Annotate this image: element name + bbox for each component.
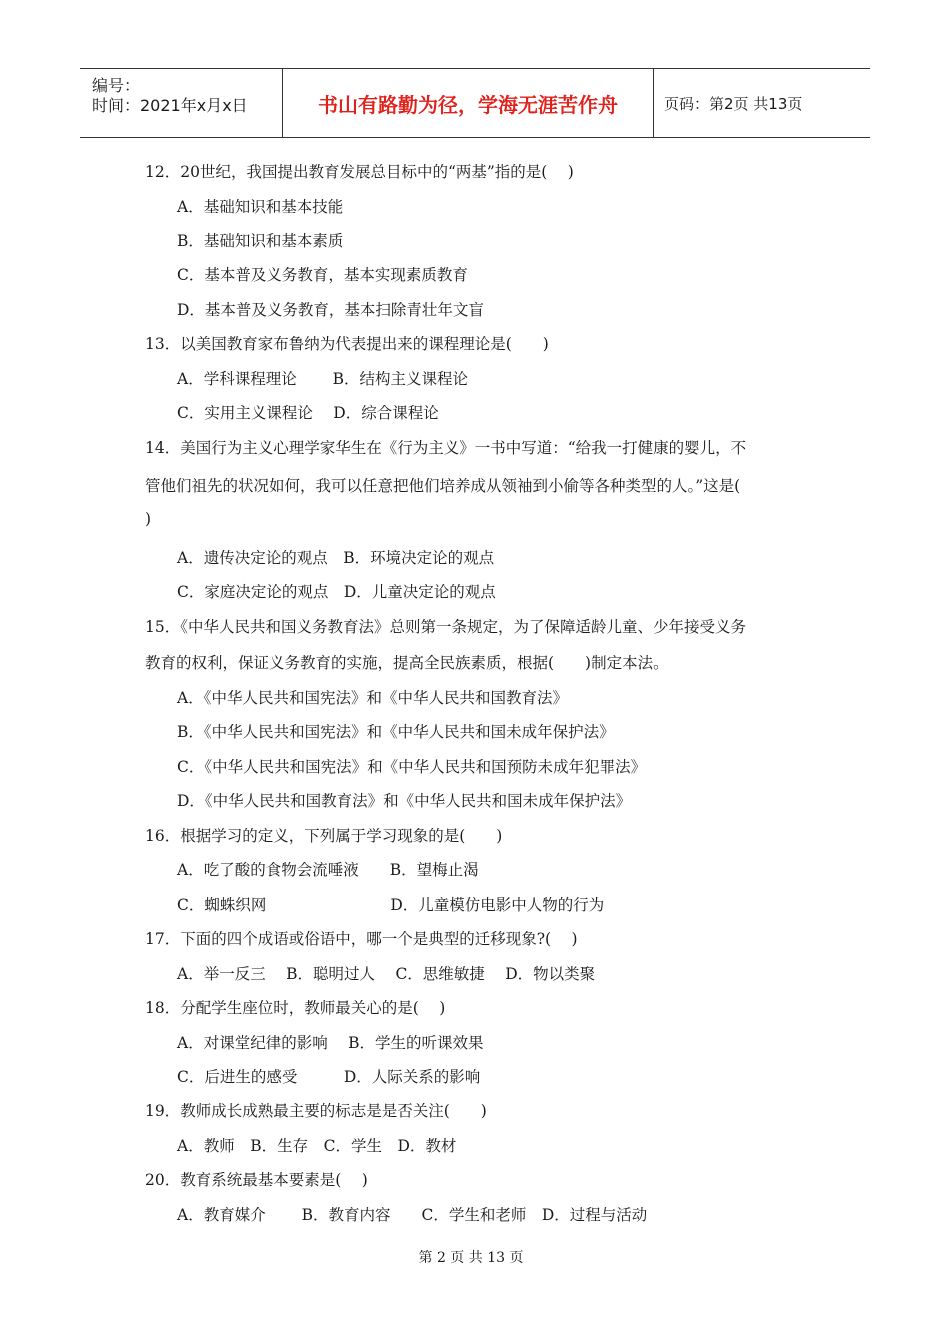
option-12b: B．基础知识和基本素质 — [177, 232, 344, 250]
motto-text: 书山有路勤为径，学海无涯苦作舟 — [283, 69, 654, 137]
question-15-line1: 15．《中华人民共和国义务教育法》总则第一条规定，为了保障适龄儿童、少年接受义务 — [145, 618, 746, 636]
question-14-line2: 管他们祖先的状况如何，我可以任意把他们培养成从领袖到小偷等各种类型的人。”这是( — [145, 477, 741, 495]
option-12c: C．基本普及义务教育，基本实现素质教育 — [177, 266, 468, 284]
header-info-cell — [80, 69, 283, 137]
page-footer: 第 2 页 共 13 页 — [418, 1250, 524, 1266]
option-12a: A．基础知识和基本技能 — [177, 198, 344, 216]
question-17: 17．下面的四个成语或俗语中，哪一个是典型的迁移现象?( ) — [145, 930, 578, 948]
option-15a: A．《中华人民共和国宪法》和《中华人民共和国教育法》 — [177, 689, 568, 707]
question-14-line3: ) — [145, 510, 152, 528]
option-15d: D．《中华人民共和国教育法》和《中华人民共和国未成年保护法》 — [177, 792, 632, 810]
number-label: 编号： — [92, 76, 141, 95]
question-14-line1: 14．美国行为主义心理学家华生在《行为主义》一书中写道：“给我一打健康的婴儿，不 — [145, 439, 747, 457]
options-19: A．教师 B．生存 C．学生 D．教材 — [177, 1137, 457, 1155]
options-18ab: A．对课堂纪律的影响 B．学生的听课效果 — [177, 1034, 484, 1052]
question-18: 18．分配学生座位时，教师最关心的是( ) — [145, 999, 446, 1017]
option-12d: D．基本普及义务教育，基本扫除青壮年文盲 — [177, 301, 484, 319]
page-header — [80, 68, 870, 138]
options-17: A．举一反三 B．聪明过人 C．思维敏捷 D．物以类聚 — [177, 965, 596, 983]
options-13ab: A．学科课程理论 B．结构主义课程论 — [177, 370, 469, 388]
options-16ab: A．吃了酸的食物会流唾液 B．望梅止渴 — [177, 861, 479, 879]
time-label: 时间：2021年x月x日 — [92, 96, 248, 115]
options-20: A．教育媒介 B．教育内容 C．学生和老师 D．过程与活动 — [177, 1206, 648, 1224]
question-13: 13．以美国教育家布鲁纳为代表提出来的课程理论是( ) — [145, 335, 549, 353]
options-18cd: C．后进生的感受 D．人际关系的影响 — [177, 1068, 481, 1086]
question-19: 19．教师成长成熟最主要的标志是是否关注( ) — [145, 1102, 487, 1120]
options-14ab: A．遗传决定论的观点 B．环境决定论的观点 — [177, 549, 495, 567]
options-14cd: C．家庭决定论的观点 D．儿童决定论的观点 — [177, 583, 496, 601]
question-12: 12．20世纪，我国提出教育发展总目标中的“两基”指的是( ) — [145, 163, 574, 181]
page-info: 页码：第2页 共13页 — [664, 94, 803, 113]
question-20: 20．教育系统最基本要素是( ) — [145, 1171, 368, 1189]
options-16cd: C．蜘蛛织网 D．儿童模仿电影中人物的行为 — [177, 896, 605, 914]
question-15-line2: 教育的权利，保证义务教育的实施，提高全民族素质，根据( )制定本法。 — [145, 654, 669, 672]
option-15b: B．《中华人民共和国宪法》和《中华人民共和国未成年保护法》 — [177, 723, 615, 741]
options-13cd: C．实用主义课程论 D．综合课程论 — [177, 404, 439, 422]
option-15c: C．《中华人民共和国宪法》和《中华人民共和国预防未成年犯罪法》 — [177, 758, 647, 776]
question-16: 16．根据学习的定义，下列属于学习现象的是( ) — [145, 827, 503, 845]
